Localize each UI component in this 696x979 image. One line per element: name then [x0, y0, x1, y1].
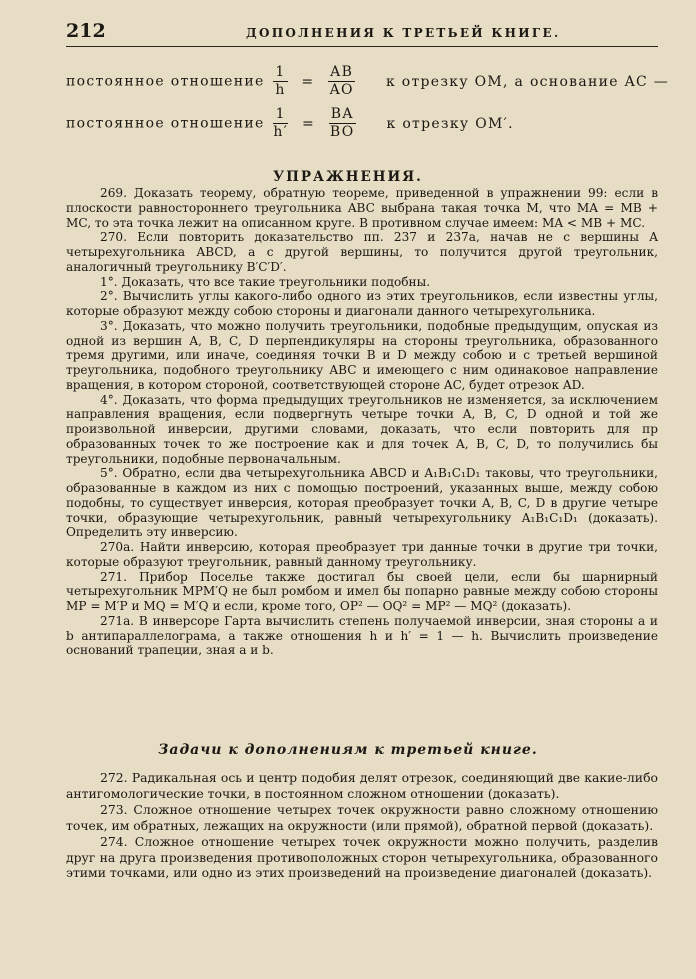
problem-list: [66, 770, 658, 881]
exercise-paragraph: 270a. Найти инверсию, которая преобразует три данные точки в другие три точки, которые образуют треугольник, равный данному треугольнику.: [66, 540, 658, 569]
section-title-problems: Задачи к дополнениям к третьей книге.: [158, 742, 538, 758]
exercise-paragraph: 271. Прибор Поселье также достигал бы своей цели, если бы шарнирный четырехугольник MPM′Q не был ромбом и имел бы попарно равные между собою стороны MP = M′P и MQ = M′Q и если, кроме того, OP² — OQ² = MP² — MQ² (доказать).: [66, 569, 658, 613]
problem-paragraph: 274. Сложное отношение четырех точек окружности можно получить, разделив друг на друга произведения противоположных сторон четырехугольника, образованного этими точками, или одно из этих произведений на произведение диагоналей (доказать).: [66, 833, 658, 881]
fraction: $\frac{1}{h}$: [275, 64, 286, 98]
exercise-paragraph: 269. Доказать теорему, обратную теореме, приведенной в упражнении 99: если в плоскости равностороннего треугольника ABC выбрана такая точка M, что MA = MB + MC, то эта точка лежит на описанном круге. В противном случае имеем: MA < MB + MC.: [66, 186, 658, 230]
exercise-paragraph: 271a. В инверсоре Гарта вычислить степень получаемой инверсии, зная стороны a и b антипараллелограма, а также отношения h и h′ = 1 — h. Вычислить произведение оснований трапеции, зная a и b.: [66, 613, 658, 658]
formula-text: постоянное отношение: [66, 115, 265, 132]
problem-paragraph: 273. Сложное отношение четырех точек окружности равно сложному отношению точек, им обратных, лежащих на окружности (или прямой), обратной первой (доказать).: [66, 801, 658, 833]
fraction: $\frac{1}{h'}$: [273, 106, 289, 140]
exercise-paragraph: 270. Если повторить доказательство пп. 237 и 237а, начав не с вершины A четырехугольника ABCD, а с другой вершины, то получится другой треугольник, аналогичный треугольнику B′C′D′.: [66, 230, 658, 274]
section-title: УПРАЖНЕНИЯ.: [273, 169, 423, 185]
exercise-paragraph: 2°. Вычислить углы какого-либо одного из этих треугольников, если известны углы, которые образуют между собою стороны и диагонали данного четырехугольника.: [66, 289, 658, 318]
running-title: ДОПОЛНЕНИЯ К ТРЕТЬЕЙ КНИГЕ.: [246, 26, 561, 40]
formula-row-1: [66, 64, 669, 99]
fraction: $\frac{AB}{AO}$: [329, 64, 354, 98]
page-number: 212: [66, 20, 106, 42]
equals-sign: =: [301, 73, 315, 90]
exercise-paragraph: 4°. Доказать, что форма предыдущих треугольников не изменяется, за исключением направления вращения, если подвергнуть четыре точки A, B, C, D одной и той же произвольной инверсии, другими словами, доказать, что если повторить для пр образованных точек то же построение как и для точек A, B, C, D, то получились бы треугольники, подобные первоначальным.: [66, 392, 658, 466]
fraction: $\frac{BA}{BO}$: [329, 106, 355, 140]
exercise-paragraph: 1°. Доказать, что все такие треугольники подобны.: [100, 274, 431, 289]
formula-text: к отрезку OM, а основание AC —: [385, 73, 670, 90]
page-header: [66, 20, 658, 47]
formula-row-2: [66, 106, 514, 141]
formula-text: постоянное отношение: [66, 73, 265, 90]
problem-paragraph: 272. Радикальная ось и центр подобия делят отрезок, соединяющий две какие-либо антигомологические точки, в постоянном сложном отношении (доказать).: [66, 770, 658, 801]
exercise-paragraph: 5°. Обратно, если два четырехугольника ABCD и A₁B₁C₁D₁ таковы, что треугольники, образованные в каждом из них с помощью построений, указанных выше, между собою подобны, то существует инверсия, которая преобразует точки A, B, C, D в другие четыре точки, образующие четырехугольник, равный четырехугольнику A₁B₁C₁D₁ (доказать). Определить эту инверсию.: [66, 466, 658, 540]
formula-text: к отрезку OM′.: [386, 115, 514, 132]
equals-sign: =: [301, 115, 315, 132]
exercise-list: [66, 186, 658, 658]
exercise-paragraph: 3°. Доказать, что можно получить треугольники, подобные предыдущим, опуская из одной из вершин A, B, C, D перпендикуляры на стороны треугольника, образованного тремя другими, или иначе, соединяя точки B и D между собою и с третьей вершиной треугольника, подобного треугольнику ABC и имеющего с ним одинаковое направление вращения, в котором стороной, соответствующей стороне AC, будет отрезок AD.: [66, 318, 658, 392]
